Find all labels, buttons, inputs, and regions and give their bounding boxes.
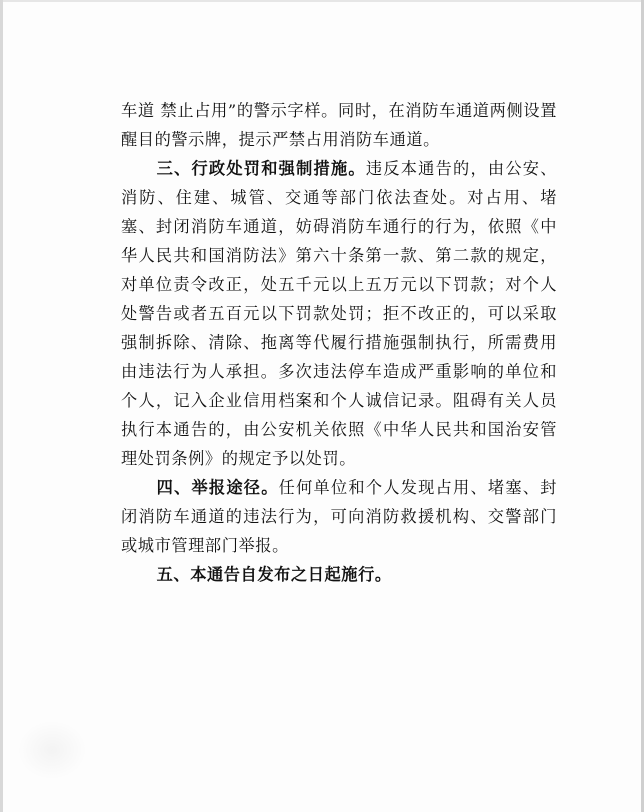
scan-top-edge: [3, 0, 641, 2]
paragraph-section-5: [121, 560, 557, 589]
section-4-text: 任何单位和个人发现占用、堵塞、封闭消防车通道的违法行为，可向消防救援机构、交警部门或城市管理部门举报。: [121, 478, 557, 555]
section-5-heading: 五、本通告自发布之日起施行。: [156, 565, 392, 584]
paragraph-section-4: [121, 473, 557, 560]
paragraph-text: 车道 禁止占用”的警示字样。同时，在消防车通道两侧设置醒目的警示牌，提示严禁占用消防车通道。: [121, 101, 557, 149]
scan-smudge: [17, 720, 87, 780]
section-4-heading: 四、举报途径。: [156, 478, 279, 497]
paragraph-continuation: [121, 96, 557, 154]
document-body: [121, 96, 557, 589]
section-3-heading: 三、行政处罚和强制措施。: [156, 159, 366, 178]
paragraph-section-3: [121, 154, 557, 473]
section-3-text: 违反本通告的，由公安、消防、住建、城管、交通等部门依法查处。对占用、堵塞、封闭消防车通道，妨碍消防车通行的行为，依照《中华人民共和国消防法》第六十条第一款、第二款的规定，对单位责令改正，处五千元以上五万元以下罚款；对个人处警告或者五百元以下罚款处罚；拒不改正的，可以采取强制拆除、清除、拖离等代履行措施强制执行，所需费用由违法行为人承担。多次违法停车造成严重影响的单位和个人，记入企业信用档案和个人诚信记录。阻碍有关人员执行本通告的，由公安机关依照《中华人民共和国治安管理处罚条例》的规定予以处罚。: [121, 159, 557, 468]
